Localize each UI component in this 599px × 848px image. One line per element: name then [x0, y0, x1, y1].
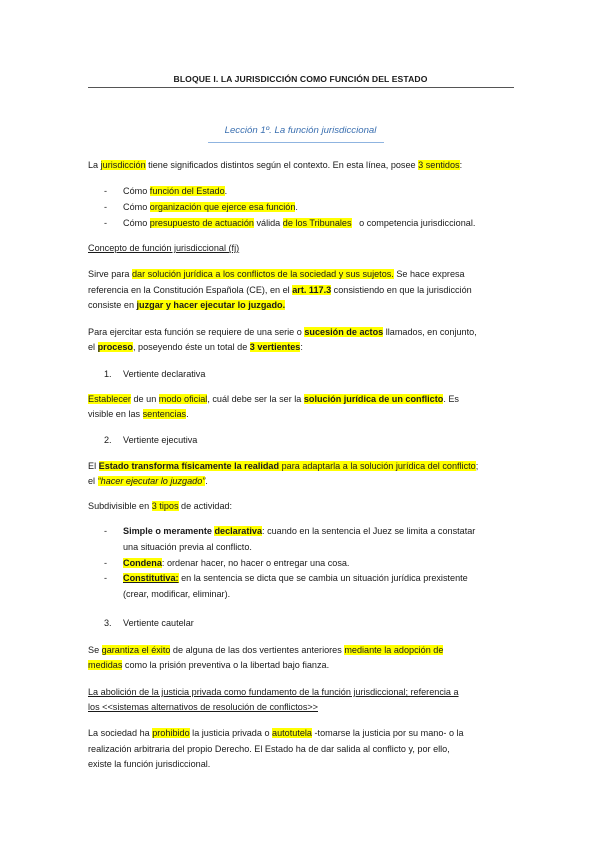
list-number: 3.: [104, 618, 112, 628]
section-heading-abolicion-line-1: La abolición de la justicia privada como fundamento de la función jurisdiccional; referencia a: [88, 687, 459, 697]
highlight: solución jurídica de un conflicto: [303, 394, 444, 404]
paragraph-declarativa-line-2: [88, 408, 189, 420]
text: en la sentencia se dicta que se cambia un situación jurídica prexistente: [178, 573, 468, 583]
lesson-rule: [208, 142, 384, 143]
text: Cómo: [123, 186, 150, 196]
vertiente-cautelar-label: Vertiente cautelar: [123, 618, 194, 628]
text: Se: [88, 645, 102, 655]
text: referencia en la Constitución Española (CE), en el: [88, 285, 293, 295]
lesson-title: Lección 1º. La función jurisdiccional: [224, 125, 377, 136]
highlight: declarativa: [214, 526, 263, 536]
paragraph-proceso-line-1: [88, 326, 477, 338]
list-item-type-condena: [123, 557, 349, 569]
text: .: [205, 476, 208, 486]
text: Subdivisible en: [88, 501, 152, 511]
highlight: organización que ejerce esa función: [149, 202, 296, 212]
text: la justicia privada o: [189, 728, 273, 738]
highlight: art. 117.3: [292, 285, 332, 295]
vertiente-declarativa-label: Vertiente declarativa: [123, 369, 206, 379]
text: .: [186, 409, 189, 419]
list-item-sense-1: [123, 185, 227, 197]
highlight: medidas: [88, 660, 123, 670]
paragraph-cautelar-line-2: [88, 659, 329, 671]
highlight: mediante la adopción de: [344, 645, 444, 655]
paragraph-subdivisible: [88, 500, 232, 512]
text: de un: [130, 394, 159, 404]
highlight: juzgar y hacer ejecutar lo juzgado.: [136, 300, 286, 310]
paragraph-concepto-line-2: [88, 284, 472, 296]
text: Cómo: [123, 202, 150, 212]
text: :: [459, 160, 463, 170]
text: consistiendo en que la jurisdicción: [331, 285, 472, 295]
vertiente-ejecutiva-label: Vertiente ejecutiva: [123, 435, 198, 445]
highlight: 3 tipos: [151, 501, 179, 511]
list-item-type-constitutiva-cont: (crear, modificar, eliminar).: [123, 589, 231, 599]
text: Para ejercitar esta función se requiere de una serie o: [88, 327, 305, 337]
text: .: [295, 202, 298, 212]
bullet-dash: -: [104, 526, 108, 536]
text: La sociedad ha: [88, 728, 153, 738]
highlight: de los Tribunales: [282, 218, 352, 228]
section-heading-abolicion-line-2: los <<sistemas alternativos de resolución de conflictos>>: [88, 702, 318, 712]
text: visible en las: [88, 409, 143, 419]
highlight: autotutela: [272, 728, 312, 738]
text: El: [88, 461, 99, 471]
list-number: 2.: [104, 435, 112, 445]
text: -tomarse la justicia por su mano- o la: [311, 728, 464, 738]
text: : ordenar hacer, no hacer o entregar una cosa.: [161, 558, 350, 568]
bullet-dash: -: [104, 202, 108, 212]
bullet-dash: -: [104, 186, 108, 196]
text: como la prisión preventiva o la libertad bajo fianza.: [122, 660, 330, 670]
section-heading-concepto: Concepto de función jurisdiccional (fj): [88, 243, 240, 253]
bullet-dash: -: [104, 573, 108, 583]
highlight: dar solución jurídica a los conflictos de la sociedad y sus sujetos.: [131, 269, 394, 279]
text: ;: [475, 461, 479, 471]
highlight: Estado transforma físicamente la realidad: [98, 461, 280, 471]
list-number: 1.: [104, 369, 112, 379]
paragraph-cautelar-line-1: [88, 644, 443, 656]
highlight: función del Estado: [149, 186, 225, 196]
text: de alguna de las dos vertientes anteriores: [170, 645, 345, 655]
text: :: [300, 342, 303, 352]
text: válida: [253, 218, 283, 228]
highlight: sucesión de actos: [304, 327, 384, 337]
text: : cuando en la sentencia el Juez se limita a constatar: [262, 526, 476, 536]
highlight: garantiza el éxito: [101, 645, 171, 655]
text: .: [224, 186, 228, 196]
text: de actividad:: [178, 501, 233, 511]
text: . Es: [443, 394, 459, 404]
text: Se hace expresa: [393, 269, 465, 279]
text: , poseyendo éste un total de: [133, 342, 250, 352]
highlight: prohibido: [152, 728, 190, 738]
highlight: sentencias: [142, 409, 187, 419]
bullet-dash: -: [104, 218, 108, 228]
text: La: [88, 160, 101, 170]
highlight: 3 vertientes: [249, 342, 301, 352]
text: el: [88, 342, 98, 352]
list-item-sense-2: [123, 201, 298, 213]
bullet-dash: -: [104, 558, 108, 568]
paragraph-sociedad-line-2: realización arbitraria del propio Derecho. El Estado ha de dar salida al conflicto y, por ello,: [88, 744, 450, 754]
paragraph-sociedad-line-3: existe la función jurisdiccional.: [88, 759, 211, 769]
highlight: Establecer: [88, 394, 131, 404]
text: o competencia jurisdiccional.: [351, 218, 476, 228]
text: llamados, en conjunto,: [383, 327, 477, 337]
text: Simple o meramente: [123, 526, 215, 536]
text: Cómo: [123, 218, 150, 228]
paragraph-jurisdiccion: [88, 159, 462, 171]
paragraph-sociedad-line-1: [88, 727, 464, 739]
highlight: modo oficial: [158, 394, 208, 404]
block-header: BLOQUE I. LA JURISDICCIÓN COMO FUNCIÓN DEL ESTADO: [173, 74, 428, 84]
paragraph-concepto-line-3: [88, 299, 285, 311]
highlight: proceso: [97, 342, 133, 352]
header-rule: [88, 87, 514, 88]
text: Sirve para: [88, 269, 132, 279]
list-item-sense-3: [123, 217, 475, 229]
highlight: “hacer ejecutar lo juzgado”: [97, 476, 206, 486]
highlight: Condena: [123, 558, 162, 568]
text: el: [88, 476, 98, 486]
highlight: Constitutiva:: [123, 573, 179, 583]
text: consiste en: [88, 300, 137, 310]
highlight: presupuesto de actuación: [149, 218, 254, 228]
text: tiene significados distintos según el contexto. En esta línea, posee: [145, 160, 419, 170]
paragraph-ejecutiva-line-1: [88, 460, 478, 472]
list-item-type-declarativa-cont: una situación previa al conflicto.: [123, 542, 252, 552]
paragraph-ejecutiva-line-2: [88, 475, 208, 487]
highlight: jurisdicción: [100, 160, 146, 170]
text: , cuál debe ser la ser la: [207, 394, 304, 404]
highlight: para adaptarla a la solución jurídica del conflicto: [279, 461, 476, 471]
highlight: 3 sentidos: [418, 160, 460, 170]
paragraph-proceso-line-2: [88, 341, 303, 353]
paragraph-declarativa-line-1: [88, 393, 459, 405]
paragraph-concepto-line-1: [88, 268, 465, 280]
list-item-type-constitutiva: [123, 572, 468, 584]
list-item-type-declarativa: [123, 525, 475, 537]
